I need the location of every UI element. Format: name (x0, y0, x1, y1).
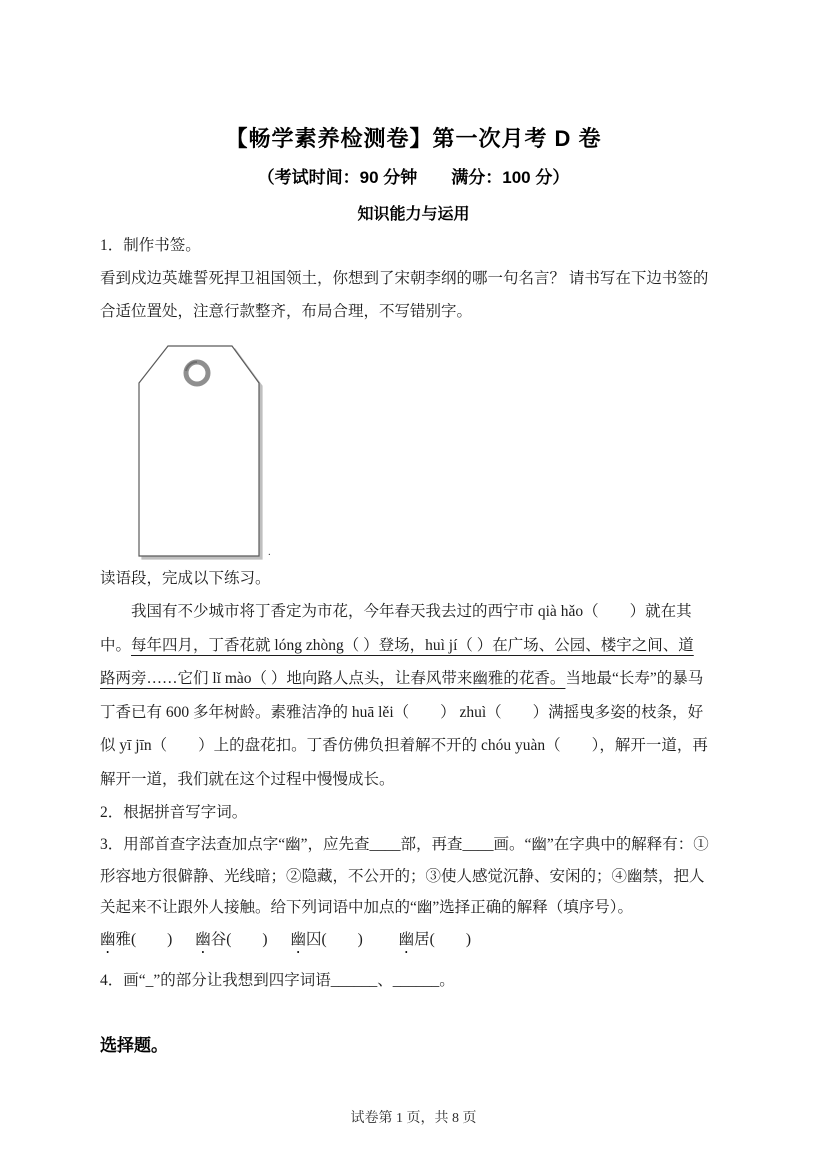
passage-line (100, 662, 727, 696)
passage-line (100, 696, 727, 730)
word-rest: 谷( ) (210, 930, 268, 948)
question-1-text-line-2: 合适位置处，注意行款整齐，布局合理，不写错别字。 (100, 303, 473, 320)
passage-underlined-text: 路两旁……它们 lǐ mào（ ）地向路人点头，让春风带来幽雅的花香。 (100, 670, 566, 687)
dotted-character: 幽 (290, 930, 306, 948)
question-1-label: 1．制作书签。 (100, 237, 201, 254)
dotted-character: 幽 (195, 930, 211, 948)
word-rest: 居( ) (414, 930, 471, 948)
passage-line (100, 763, 727, 797)
passage-text: 似 yī jīn（ ）上的盘花扣。丁香仿佛负担着解不开的 chóu yuàn（ ），解开一道，再 (100, 737, 708, 754)
passage-line (100, 595, 727, 629)
passage-line (100, 729, 727, 763)
question-1-text-line-1: 看到戍边英雄誓死捍卫祖国领土，你想到了宋朝李纲的哪一句名言？ 请书写在下边书签的 (100, 270, 709, 287)
passage-text: 当地最“长寿”的暴马 (565, 670, 704, 687)
page-footer: 试卷第 1 页，共 8 页 (350, 1111, 477, 1126)
word-rest: 雅( ) (115, 930, 173, 948)
multiple-choice-section-heading: 选择题。 (100, 1035, 168, 1055)
question-2-label: 2．根据拼音写字词。 (100, 804, 248, 821)
reading-passage (100, 595, 727, 796)
dotted-character: 幽 (398, 930, 415, 948)
figure-period: . (268, 546, 271, 558)
word-item (100, 931, 172, 948)
bookmark-figure (138, 341, 727, 557)
exam-info: （考试时间：90 分钟 满分：100 分） (257, 168, 570, 187)
word-rest: 囚( ) (305, 930, 363, 948)
passage-text: 我国有不少城市将丁香定为市花，今年春天我去过的西宁市 qià hǎo（ ）就在其 (100, 603, 692, 620)
question-1 (100, 229, 727, 557)
passage-intro: 读语段，完成以下练习。 (100, 570, 271, 587)
question-3-text-line-1: 3．用部首查字法查加点字“幽”，应先查____部，再查____画。“幽”在字典中的解释有：① (100, 836, 709, 853)
dotted-character: 幽 (100, 930, 116, 948)
word-item (195, 931, 267, 948)
passage-underlined-text: 每年四月，丁香花就 lóng zhòng（ ）登场，huì jí（ ）在广场、公园、楼宇之间、道 (131, 636, 694, 654)
passage-line (100, 629, 727, 663)
question-3-text-line-2: 形容地方很僻静、光线暗；②隐藏，不公开的；③使人感觉沉静、安闲的；④幽禁，把人 (100, 867, 705, 885)
question-3-text-line-3: 关起来不让跟外人接触。给下列词语中加点的“幽”选择正确的解释（填序号）。 (100, 899, 634, 916)
passage-text: 丁香已有 600 多年树龄。素雅洁净的 huā lěi（ ） zhuì（ ）满摇曳多姿的枝条，好 (100, 703, 704, 721)
word-item (290, 931, 362, 948)
question-3-word-choices (100, 924, 727, 957)
question-3 (100, 829, 727, 957)
word-item (399, 931, 471, 948)
question-4-label: 4．画“_”的部分让我想到四字词语______、______。 (100, 971, 455, 989)
page-title: 【畅学素养检测卷】第一次月考 D 卷 (225, 126, 602, 151)
passage-text: 解开一道，我们就在这个过程中慢慢成长。 (100, 770, 395, 788)
section-heading: 知识能力与运用 (357, 206, 470, 223)
bookmark-tag-image (138, 345, 260, 557)
passage-text: 中。 (100, 636, 132, 654)
